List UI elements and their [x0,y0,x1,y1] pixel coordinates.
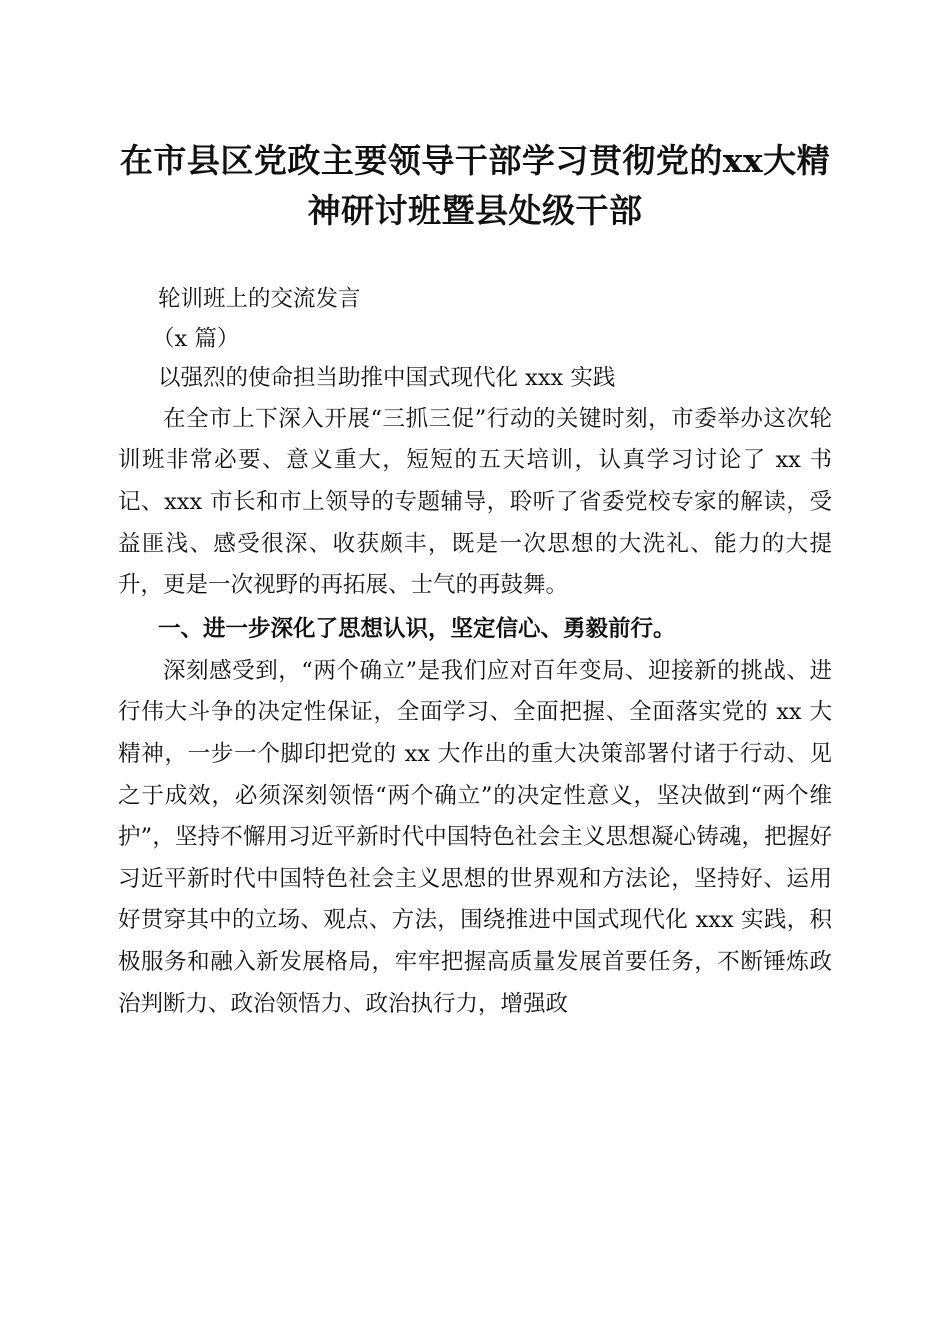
intro-paragraph: 在全市上下深入开展“三抓三促”行动的关键时刻，市委举办这次轮训班非常必要、意义重大，短短的五天培训，认真学习讨论了 xx 书记、xxx 市长和市上领导的专题辅导，聆听了省委党校专家的解读，受益匪浅、感受很深、收获颇丰，既是一次思想的大洗礼、能力的大提升，更是一次视野的再拓展、士气的再鼓舞。 [118,405,832,599]
speech-title: 以强烈的使命担当助推中国式现代化 xxx 实践 [158,365,616,392]
section-1-paragraph: 深刻感受到，“两个确立”是我们应对百年变局、迎接新的挑战、进行伟大斗争的决定性保证，全面学习、全面把握、全面落实党的 xx 大精神，一步一个脚印把党的 xx 大作出的重大决策部署付诸于行动、见之于成效，必须深刻领悟“两个确立”的决定性意义，坚决做到“两个维护”，坚持不懈用习近平新时代中国特色社会主义思想凝心铸魂，把握好习近平新时代中国特色社会主义思想的世界观和方法论，坚持好、运用好贯穿其中的立场、观点、方法，围绕推进中国式现代化 xxx 实践，积极服务和融入新发展格局，牢牢把握高质量发展首要任务，不断锤炼政治判断力、政治领悟力、政治执行力，增强政 [118,657,832,1017]
document-title: 在市县区党政主要领导干部学习贯彻党的xx大精神研讨班暨县处级干部 [119,141,831,230]
section-1-heading: 一、进一步深化了思想认识，坚定信心、勇毅前行。 [158,615,676,642]
subtitle-line: 轮训班上的交流发言 [158,286,361,312]
part-marker: （x 篇） [152,325,240,352]
document-body [118,280,832,1025]
